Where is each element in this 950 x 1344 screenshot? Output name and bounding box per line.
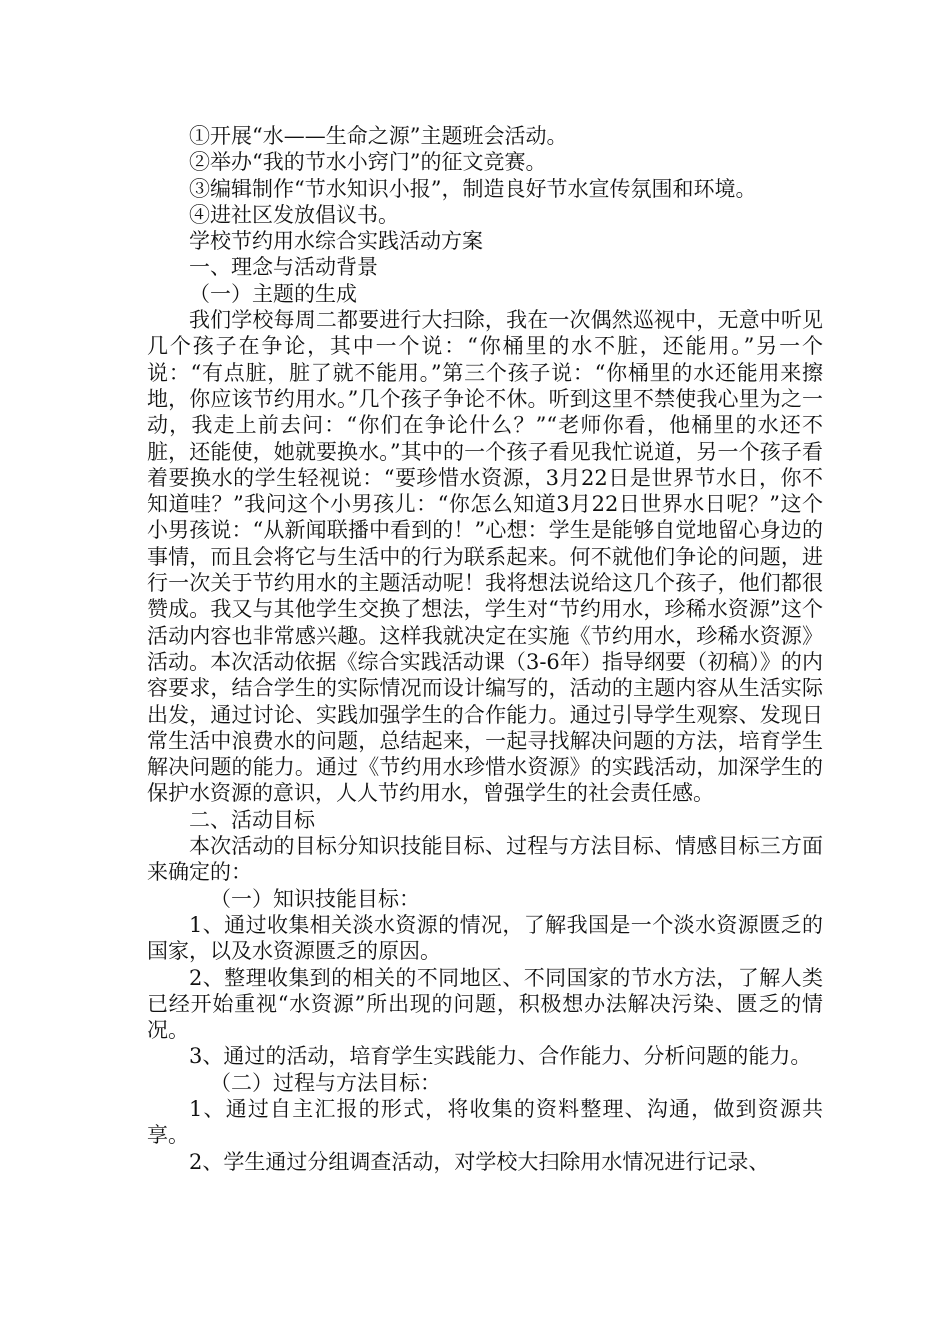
section-heading-1: 一、理念与活动背景 bbox=[189, 255, 378, 280]
subsection-heading-2-2: （二）过程与方法目标： bbox=[210, 1070, 441, 1095]
list-item-newsletter: ③编辑制作“节水知识小报”，制造良好节水宣传氛围和环境。 bbox=[189, 176, 757, 201]
subsection-heading-2-1: （一）知识技能目标： bbox=[210, 886, 420, 911]
method-item-1: 1、通过自主汇报的形式，将收集的资料整理、沟通，做到资源共享。 bbox=[147, 1096, 823, 1148]
goal-item-1: 1、通过收集相关淡水资源的情况，了解我国是一个淡水资源匮乏的国家，以及水资源匮乏的原因。 bbox=[147, 912, 823, 964]
list-item-theme-meeting: ①开展“水——生命之源”主题班会活动。 bbox=[189, 124, 568, 148]
body-paragraph-background: 我们学校每周二都要进行大扫除，我在一次偶然巡视中，无意中听见几个孩子在争论，其中一个说：“你桶里的水不脏，还能用。”另一个说：“有点脏，脏了就不能用。”第三个孩子说：“你桶里的水还能用来擦地，你应该节约用水。”几个孩子争论不休。听到这里不禁使我心里为之一动，我走上前去问：“你们在争论什么？”“老师你看，他桶里的水还不脏，还能使，她就要换水。”其中的一个孩子看见我忙说道，另一个孩子看着要换水的学生轻视说：“要珍惜水资源，3月22日是世界节水日，你不知道哇？”我问这个小男孩儿：“你怎么知道3月22日世界水日呢？”这个小男孩说：“从新闻联播中看到的！”心想：学生是能够自觉地留心身边的事情，而且会将它与生活中的行为联系起来。何不就他们争论的问题，进行一次关于节约用水的主题活动呢！我将想法说给这几个孩子，他们都很赞成。我又与其他学生交换了想法，学生对“节约用水，珍稀水资源”这个活动内容也非常感兴趣。这样我就决定在实施《节约用水，珍稀水资源》活动。本次活动依据《综合实践活动课（3-6年）指导纲要（初稿）》的内容要求，结合学生的实际情况而设计编写的，活动的主题内容从生活实际出发，通过讨论、实践加强学生的合作能力。通过引导学生观察、发现日常生活中浪费水的问题，总结起来，一起寻找解决问题的方法，培育学生解决问题的能力。通过《节约用水珍惜水资源》的实践活动，加深学生的保护水资源的意识，人人节约用水，曾强学生的社会责任感。 bbox=[147, 308, 823, 806]
method-item-2: 2、学生通过分组调查活动，对学校大扫除用水情况进行记录、 bbox=[189, 1149, 770, 1174]
section-heading-2: 二、活动目标 bbox=[189, 807, 315, 832]
subsection-heading-1-1: （一）主题的生成 bbox=[189, 281, 357, 306]
document-title: 学校节约用水综合实践活动方案 bbox=[189, 229, 483, 254]
body-paragraph-goals-intro: 本次活动的目标分知识技能目标、过程与方法目标、情感目标三方面来确定的： bbox=[147, 834, 823, 885]
list-item-essay-contest: ②举办“我的节水小窍门”的征文竞赛。 bbox=[189, 150, 547, 175]
goal-item-2: 2、整理收集到的相关的不同地区、不同国家的节水方法，了解人类已经开始重视“水资源”所出现的问题，积极想办法解决污染、匮乏的情况。 bbox=[147, 965, 823, 1043]
goal-item-3: 3、通过的活动，培育学生实践能力、合作能力、分析问题的能力。 bbox=[189, 1044, 812, 1069]
list-item-community-proposal: ④进社区发放倡议书。 bbox=[189, 202, 399, 227]
document-body bbox=[147, 123, 823, 1175]
